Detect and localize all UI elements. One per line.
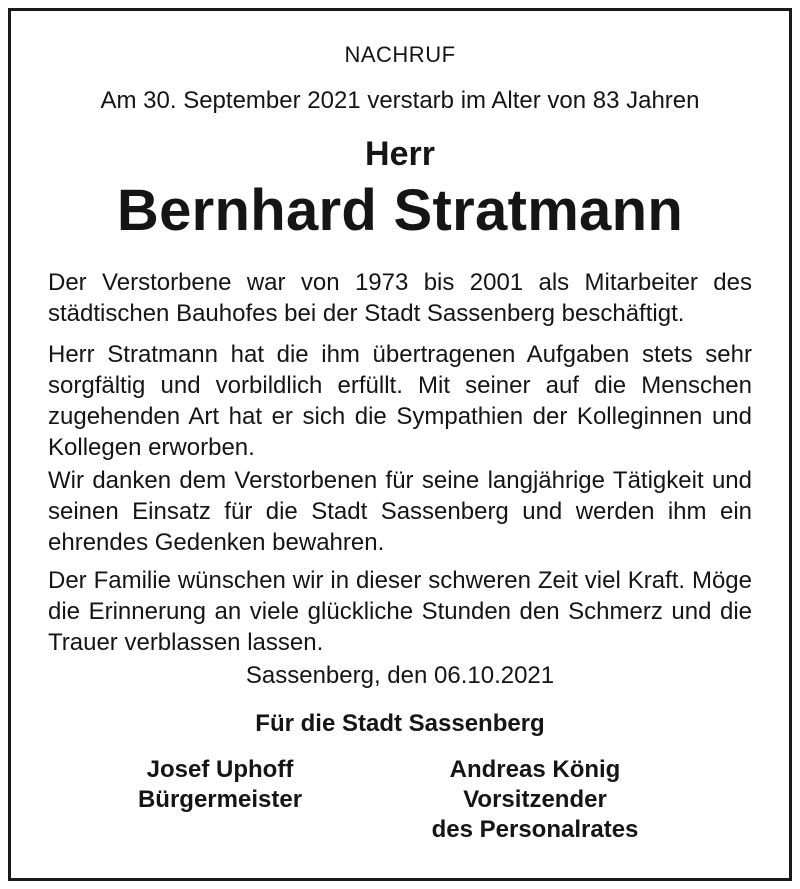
death-announcement-line: Am 30. September 2021 verstarb im Alter von 83 Jahren	[100, 87, 700, 114]
deceased-name: Bernhard Stratmann	[116, 178, 684, 243]
paragraph-employment: Der Verstorbene war von 1973 bis 2001 als Mitarbeiter des städtischen Bauhofes bei der Stadt Sassenberg beschäftigt.	[48, 269, 752, 327]
signatory-staff-council	[405, 755, 665, 845]
signatory-title: Bürgermeister	[137, 786, 303, 813]
signatory-name: Josef Uphoff	[146, 756, 294, 783]
notice-heading: NACHRUF	[344, 42, 456, 67]
signatory-name: Andreas König	[449, 756, 621, 783]
signatory-mayor	[120, 755, 320, 815]
paragraph-gratitude: Wir danken dem Verstorbenen für seine langjährige Tätigkeit und seinen Einsatz für die Stadt Sassenberg und werden ihm ein ehrendes Gedenken bewahren.	[48, 467, 752, 556]
place-date-line: Sassenberg, den 06.10.2021	[245, 662, 555, 689]
paragraph-character: Herr Stratmann hat die ihm übertragenen Aufgaben stets sehr sorgfältig und vorbildlich erfüllt. Mit seiner auf die Menschen zugehenden Art hat er sich die Sympathien der Kolleginnen und Kollegen erworben.	[48, 341, 752, 461]
signatory-title-line-2: des Personalrates	[431, 816, 639, 843]
paragraph-condolence: Der Familie wünschen wir in dieser schweren Zeit viel Kraft. Möge die Erinnerung an viele glückliche Stunden den Schmerz und die Trauer verblassen lassen.	[48, 567, 752, 656]
signatory-title: Vorsitzender	[463, 786, 607, 813]
organization-line: Für die Stadt Sassenberg	[255, 710, 545, 737]
honorific: Herr	[365, 135, 435, 173]
